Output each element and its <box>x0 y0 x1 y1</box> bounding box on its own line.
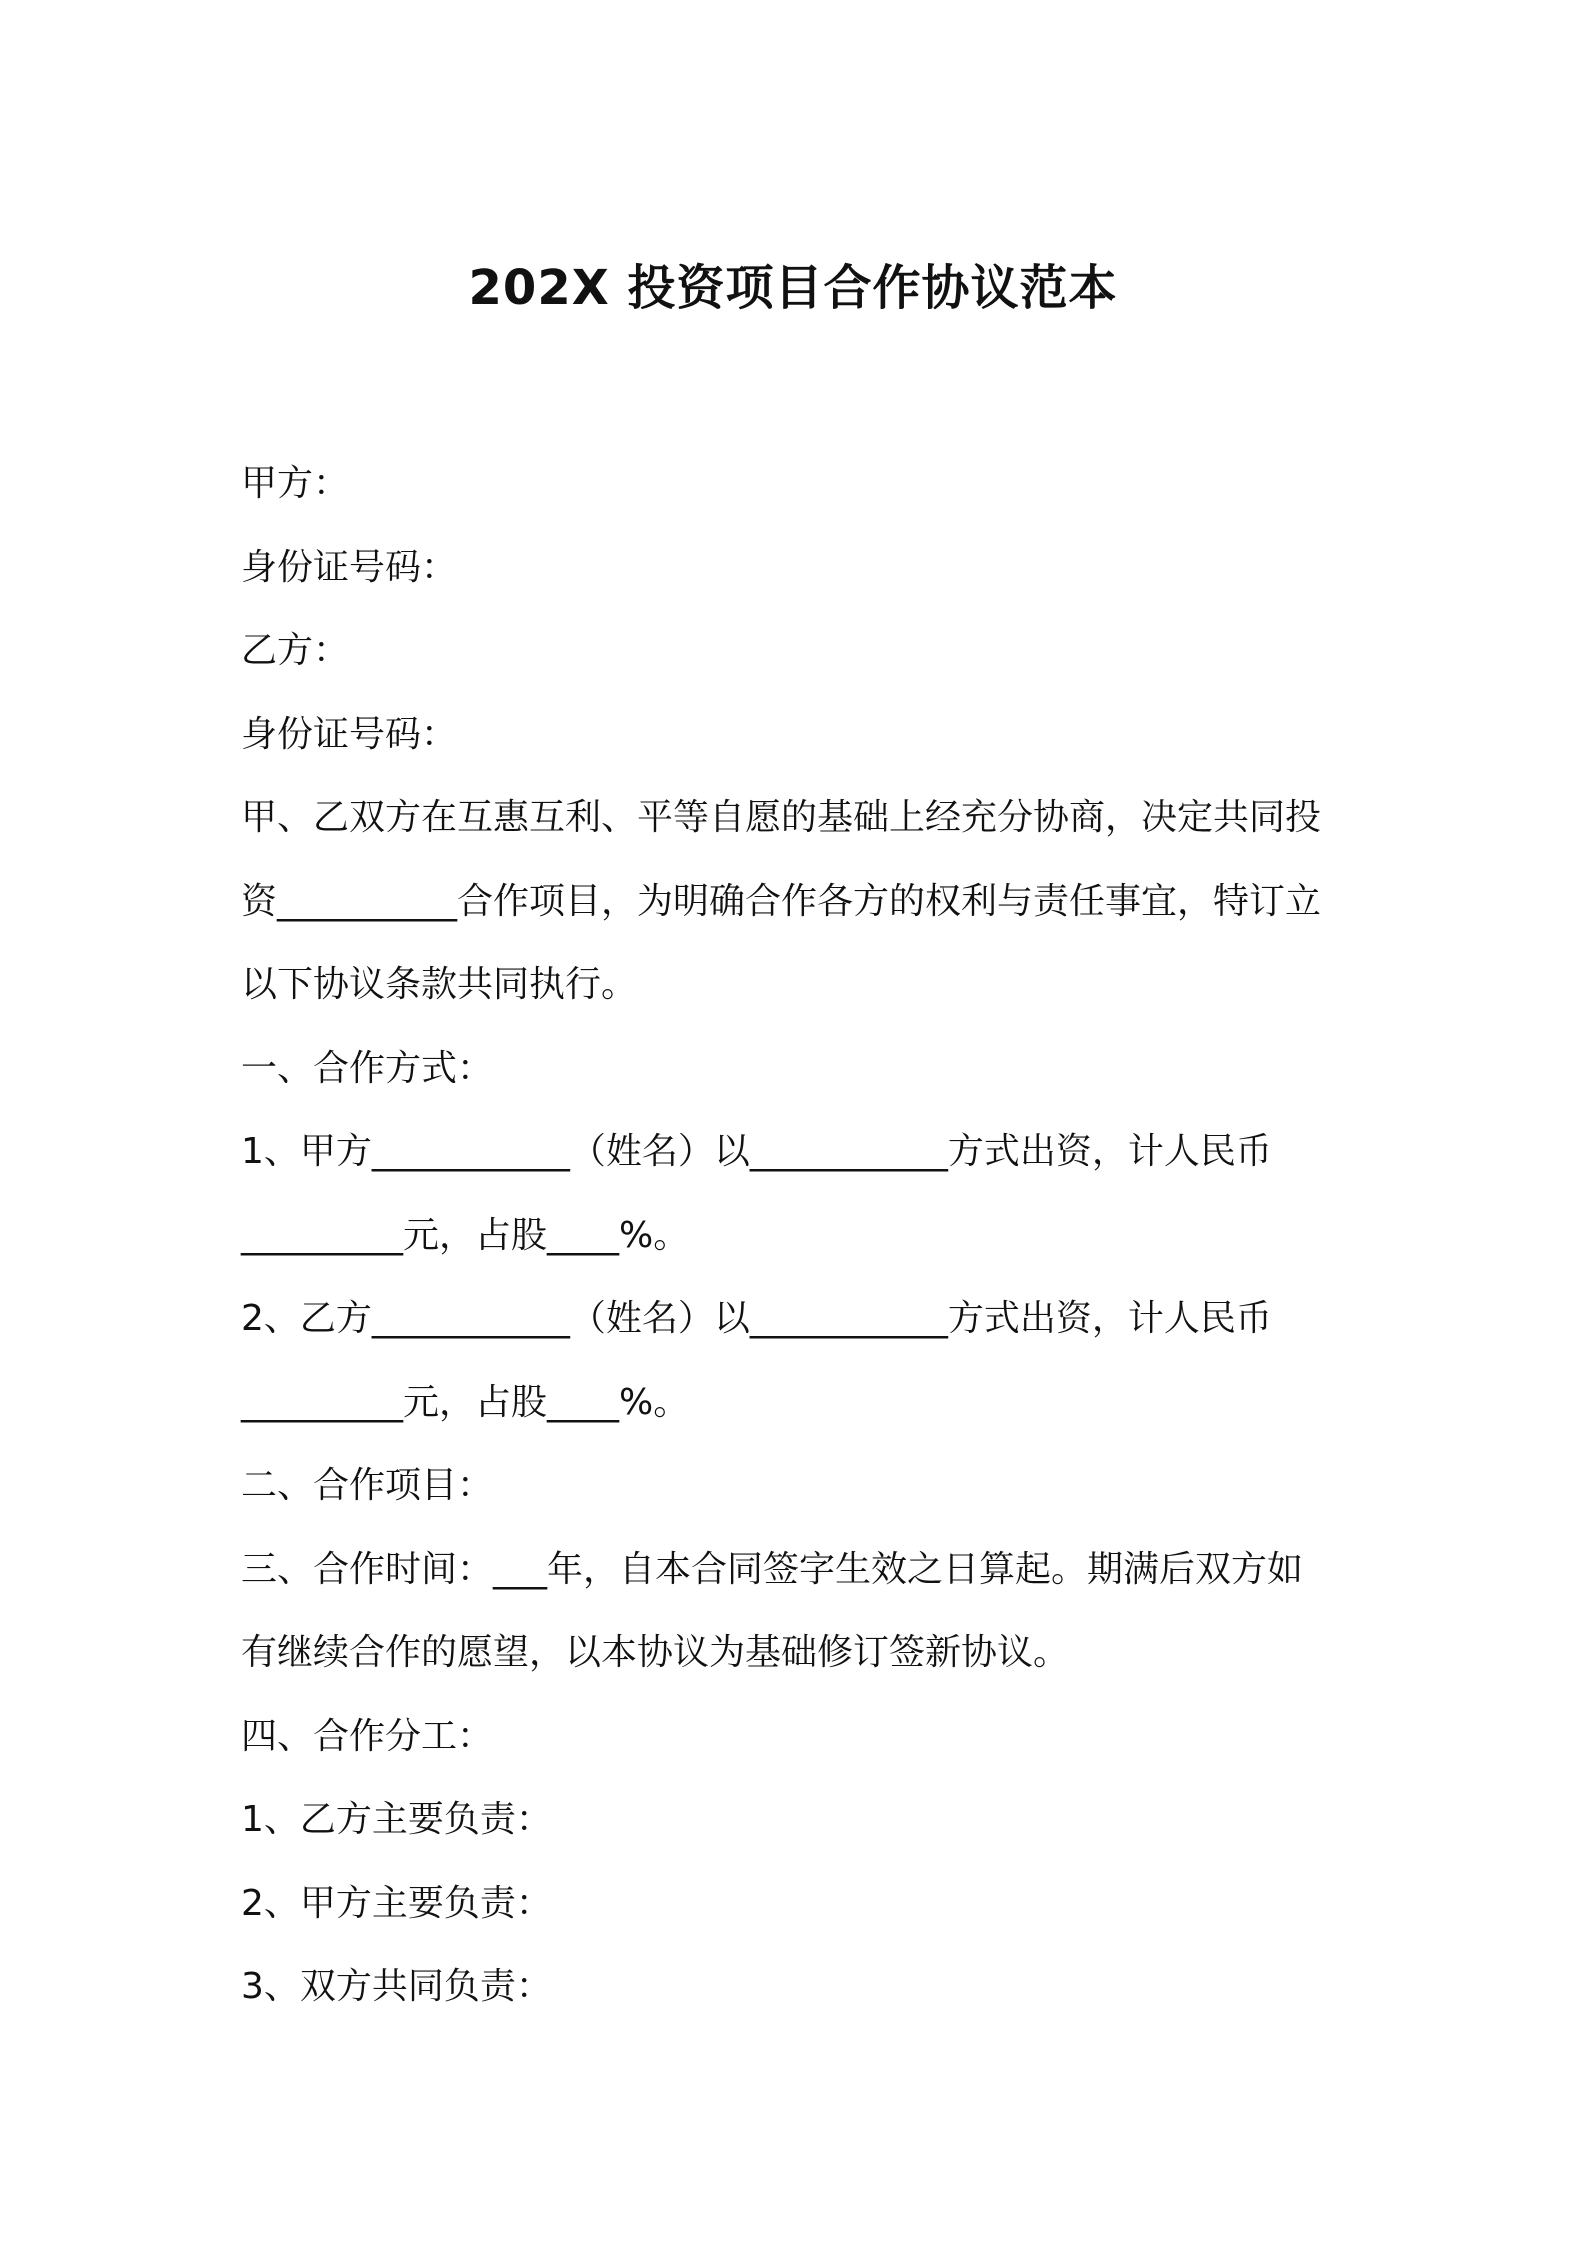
section-3-line-1: 三、合作时间：___年，自本合同签字生效之日算起。期满后双方如 <box>241 1548 1304 1590</box>
section-4-heading: 四、合作分工： <box>241 1715 494 1757</box>
party-b-label: 乙方： <box>241 630 350 671</box>
section-1-item-1-line-1: 1、甲方___________（姓名）以___________方式出资，计人民币 <box>241 1131 1272 1172</box>
document-title: 202X 投资项目合作协议范本 <box>468 260 1118 316</box>
section-4-item-2: 2、甲方主要负责： <box>241 1882 552 1924</box>
preamble-line-1: 甲、乙双方在互惠互利、平等自愿的基础上经充分协商，决定共同投 <box>241 797 1322 838</box>
preamble-line-2: 资__________合作项目，为明确合作各方的权利与责任事宜，特订立 <box>241 880 1322 922</box>
party-a-label: 甲方： <box>241 463 350 504</box>
preamble-line-3: 以下协议条款共同执行。 <box>241 964 638 1005</box>
section-4-item-3: 3、双方共同负责： <box>241 1966 552 2007</box>
section-3-line-2: 有继续合作的愿望，以本协议为基础修订签新协议。 <box>241 1632 1070 1673</box>
party-b-id-label: 身份证号码： <box>241 713 458 755</box>
section-1-item-1-line-2: _________元，占股____%。 <box>241 1214 690 1256</box>
party-a-id-label: 身份证号码： <box>241 546 458 588</box>
section-1-heading: 一、合作方式： <box>241 1047 494 1089</box>
section-1-item-2-line-1: 2、乙方___________（姓名）以___________方式出资，计人民币 <box>241 1298 1272 1339</box>
section-2-heading: 二、合作项目： <box>241 1465 494 1506</box>
section-4-item-1: 1、乙方主要负责： <box>241 1799 552 1840</box>
section-1-item-2-line-2: _________元，占股____%。 <box>241 1381 690 1423</box>
document-body <box>241 442 1361 2029</box>
